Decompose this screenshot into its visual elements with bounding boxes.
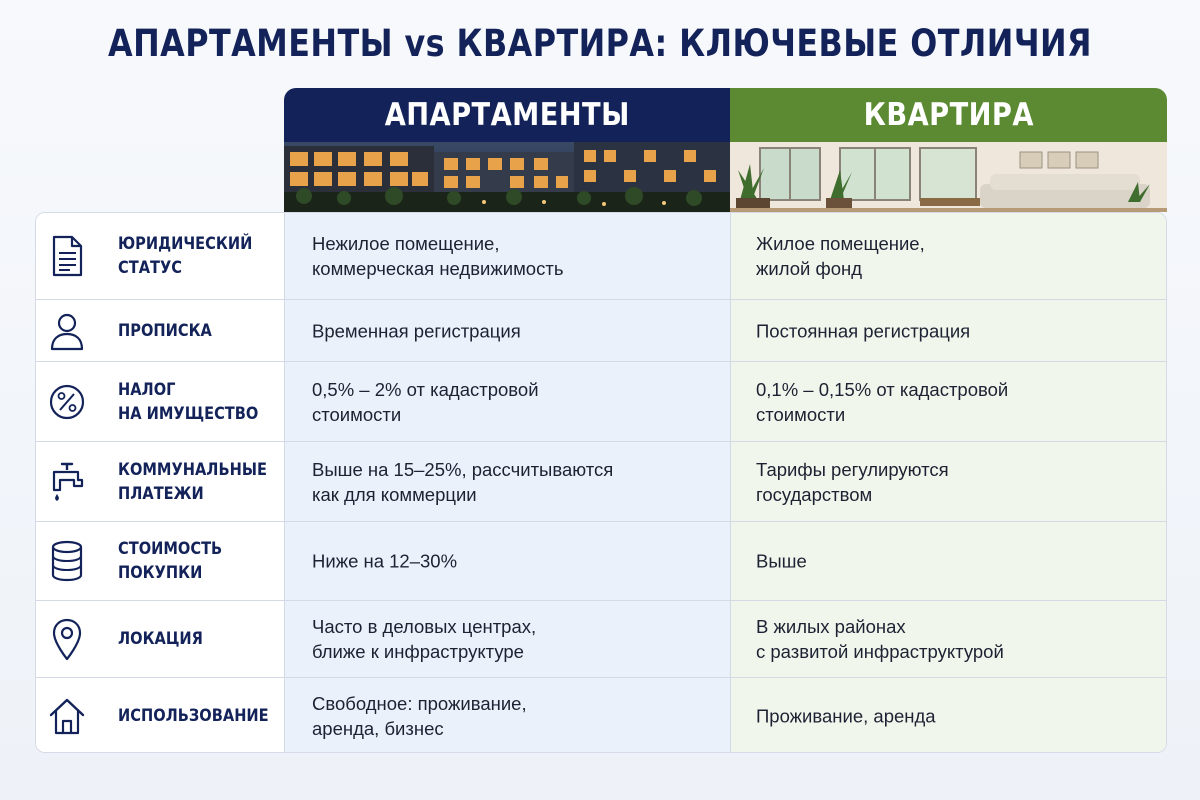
apartments-building-photo [284, 142, 730, 212]
apartments-value: Временная регистрация [312, 320, 521, 341]
flat-cell [731, 300, 1167, 361]
location-pin-icon [48, 617, 86, 661]
row-label-cell [36, 300, 285, 361]
row-label: ЛОКАЦИЯ [118, 629, 203, 649]
apartments-value: Нежилое помещение, коммерческая недвижимость [312, 233, 564, 279]
document-icon [48, 234, 86, 278]
row-label-cell [36, 522, 285, 600]
apartments-value: Свободное: проживание, аренда, бизнес [312, 693, 527, 739]
row-label-cell [36, 601, 285, 677]
apartments-column-title: АПАРТАМЕНТЫ [384, 97, 630, 133]
row-label: КОММУНАЛЬНЫЕ ПЛАТЕЖИ [118, 459, 267, 504]
apartments-cell [285, 362, 731, 441]
row-label: ЮРИДИЧЕСКИЙ СТАТУС [118, 234, 253, 278]
apartments-cell [285, 300, 731, 361]
table-row-registration [36, 300, 1167, 362]
page-title: АПАРТАМЕНТЫ vs КВАРТИРА: КЛЮЧЕВЫЕ ОТЛИЧИЯ [108, 22, 1092, 65]
flat-cell [731, 522, 1167, 600]
apartments-cell [285, 213, 731, 299]
apartments-cell [285, 522, 731, 600]
table-row-legal-status [36, 213, 1167, 300]
row-label-cell [36, 442, 285, 521]
table-row-usage [36, 678, 1167, 753]
comparison-table [35, 212, 1167, 753]
row-label: СТОИМОСТЬ ПОКУПКИ [118, 539, 223, 583]
flat-cell [731, 678, 1167, 753]
flat-living-room-photo [730, 142, 1167, 212]
person-icon [48, 309, 86, 353]
flat-cell [731, 601, 1167, 677]
flat-column-header [730, 88, 1167, 212]
table-row-utilities [36, 442, 1167, 522]
apartments-value: 0,5% – 2% от кадастровой стоимости [312, 378, 539, 425]
house-icon [48, 694, 86, 738]
row-label: ИСПОЛЬЗОВАНИЕ [118, 706, 269, 726]
flat-cell [731, 213, 1167, 299]
table-row-property-tax [36, 362, 1167, 442]
flat-value: 0,1% – 0,15% от кадастровой стоимости [756, 378, 1009, 425]
flat-value: Жилое помещение, жилой фонд [756, 233, 925, 279]
percent-icon [48, 380, 86, 424]
flat-value: Постоянная регистрация [756, 320, 971, 341]
row-label-cell [36, 213, 285, 299]
flat-value: Тарифы регулируются государством [756, 458, 949, 505]
flat-value: Выше [756, 550, 807, 572]
apartments-cell [285, 601, 731, 677]
apartments-value: Выше на 15–25%, рассчитываются как для коммерции [312, 458, 614, 505]
row-label: НАЛОГ НА ИМУЩЕСТВО [118, 379, 259, 424]
apartments-value: Часто в деловых центрах, ближе к инфраструктуре [312, 616, 537, 662]
flat-value: Проживание, аренда [756, 705, 936, 727]
row-label: ПРОПИСКА [118, 320, 212, 341]
apartments-cell [285, 678, 731, 753]
apartments-cell [285, 442, 731, 521]
faucet-icon [48, 460, 86, 504]
flat-column-title: КВАРТИРА [863, 97, 1034, 133]
flat-value: В жилых районах с развитой инфраструктурой [756, 616, 1004, 662]
row-label-cell [36, 362, 285, 441]
coin-stack-icon [48, 539, 86, 583]
flat-cell [731, 362, 1167, 441]
apartments-value: Ниже на 12–30% [312, 550, 458, 572]
row-label-cell [36, 678, 285, 753]
table-row-purchase-cost [36, 522, 1167, 601]
apartments-column-header [284, 88, 730, 212]
flat-cell [731, 442, 1167, 521]
table-row-location [36, 601, 1167, 678]
